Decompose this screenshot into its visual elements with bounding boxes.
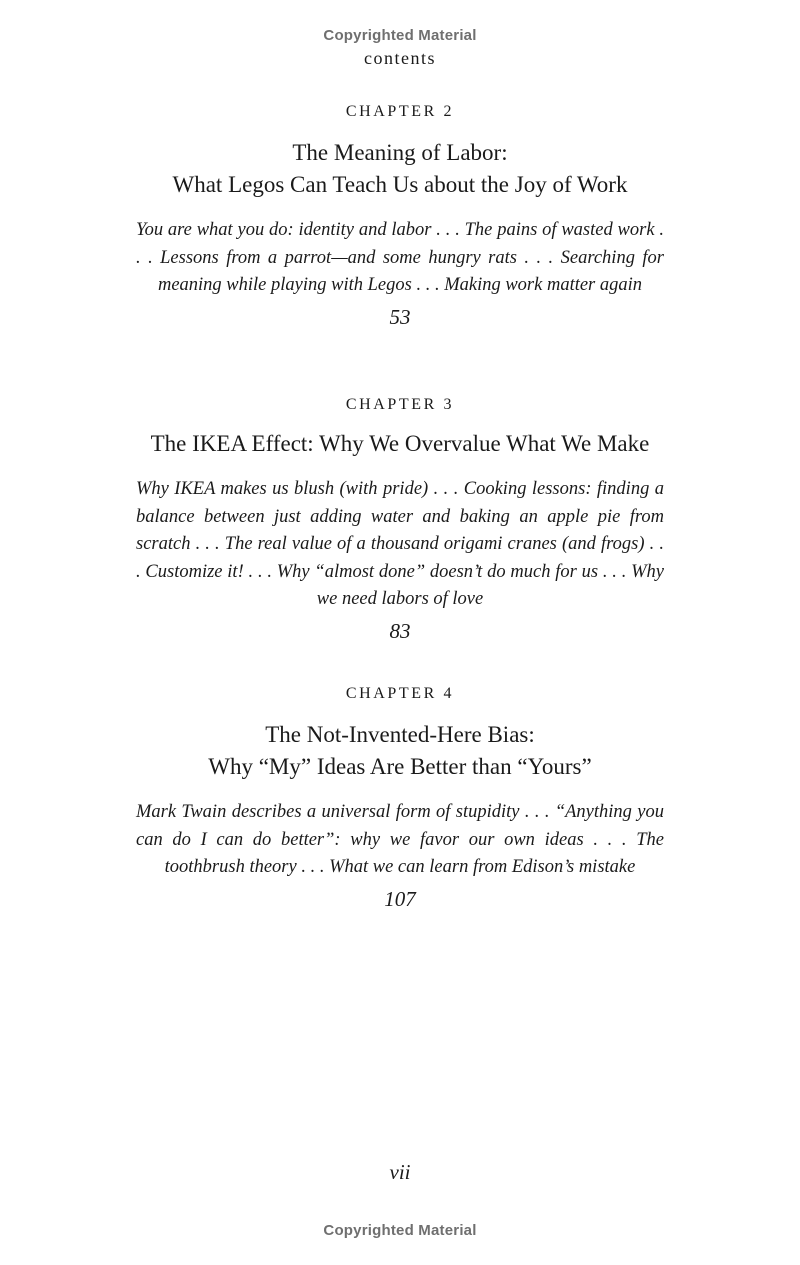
chapter-title [136,719,664,783]
toc-entry-chapter-2 [136,101,664,332]
chapter-summary: Why IKEA makes us blush (with pride) . . . Cooking lessons: finding a balance between just adding water and baking an apple pie from scratch . . . The real value of a thousand origami cranes (and frogs) . . . Customize it! . . . Why “almost done” doesn’t do much for us . . . Why we need labors of love [136,479,664,610]
copyright-watermark-bottom: Copyrighted Material [323,1222,477,1239]
chapter-summary: Mark Twain describes a universal form of stupidity . . . “Anything you can do I can do better”: why we favor our own ideas . . . The toothbrush theory . . . What we can learn from Edison’s mistake [136,802,664,878]
chapter-title-line: What Legos Can Teach Us about the Joy of Work [172,172,628,197]
chapter-page-number: 53 [389,304,411,329]
chapter-label: CHAPTER 2 [345,103,455,120]
running-head: contents [364,48,436,68]
toc-entry-chapter-3 [136,394,664,646]
chapter-page-number: 107 [384,886,416,911]
toc-entry-chapter-4 [136,683,664,914]
chapter-title-line: The Not-Invented-Here Bias: [265,722,535,747]
chapter-title-line: Why “My” Ideas Are Better than “Yours” [208,754,592,779]
chapter-summary: You are what you do: identity and labor . . . The pains of wasted work . . . Lessons from a parrot—and some hungry rats . . . Searching for meaning while playing with Legos . . . Making work matter again [136,220,664,296]
chapter-label: CHAPTER 3 [345,396,455,413]
chapter-title-line: The Meaning of Labor: [292,140,508,165]
copyright-watermark-top: Copyrighted Material [323,27,477,44]
chapter-title-line: The IKEA Effect: Why We Overvalue What We Make [150,431,650,456]
chapter-page-number: 83 [389,618,411,643]
page-folio: vii [389,1160,411,1184]
chapter-label: CHAPTER 4 [345,685,455,702]
chapter-title [136,428,664,460]
chapter-title [136,137,664,201]
